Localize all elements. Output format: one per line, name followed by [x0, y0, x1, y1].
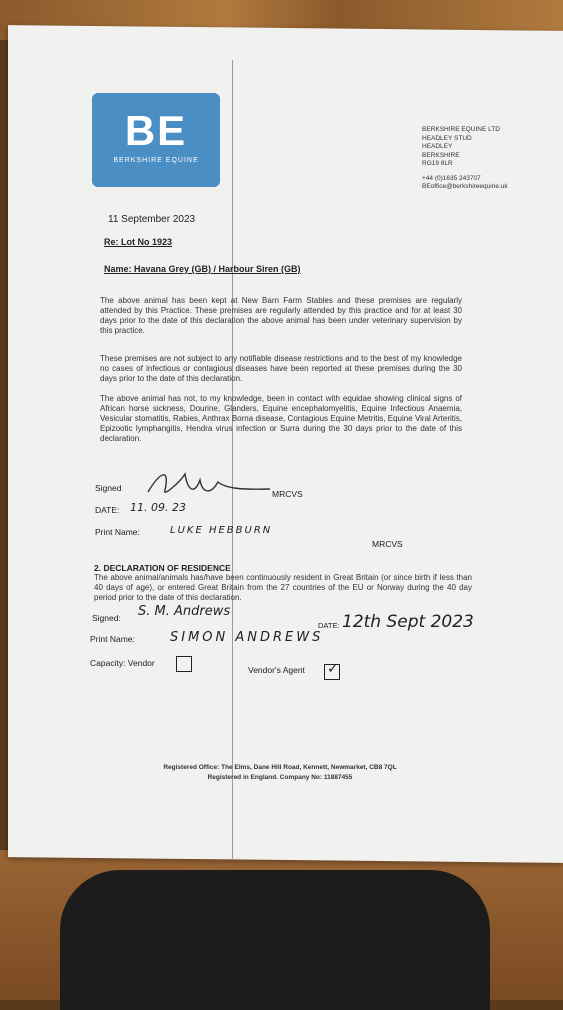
- vet-signature: [140, 462, 280, 502]
- vet-print-value: LUKE HEBBURN: [170, 525, 273, 536]
- paper-fold-line: [232, 60, 233, 860]
- address-email: BEoffice@berkshireequine.uk: [422, 183, 508, 190]
- address-line: BERKSHIRE: [422, 151, 460, 159]
- address-line: RG19 8LR: [422, 160, 453, 167]
- logo-name: BERKSHIRE EQUINE: [113, 157, 199, 164]
- address-line: HEADLEY: [422, 143, 453, 150]
- vet-print-label: Print Name:: [95, 527, 140, 537]
- registered-office: Registered Office: The Elms, Dane Hill Road, Kennett, Newmarket, CB8 7QL: [163, 764, 397, 771]
- vet-mrcvs-label-2: MRCVS: [372, 539, 403, 549]
- vet-signed-label: Signed: [95, 483, 122, 493]
- horse-name: Name: Havana Grey (GB) / Harbour Siren (GB): [104, 264, 301, 274]
- owner-date-label: DATE:: [318, 621, 340, 630]
- residence-text: The above animal/animals has/have been continuously resident in Great Britain (or since birth if less than 40 days of age), or entered Great Britain from the 27 countries of the EU or Norway during the 40 day period prior to the date of this declaration.: [94, 573, 472, 602]
- paragraph-premises: The above animal has been kept at New Barn Farm Stables and these premises are regularly attended by this Practice. These premises are regularly attended by this practice and for at least 30 days prior to the date of this declaration the above animal has been under veterinary supervision by this practice.: [100, 296, 462, 335]
- company-registration: Registered in England. Company No: 11887455: [207, 774, 353, 781]
- owner-print-value: SIMON ANDREWS: [170, 630, 324, 645]
- owner-signature: S. M. Andrews: [138, 604, 231, 619]
- owner-signed-label: Signed:: [92, 613, 121, 623]
- shoe: [60, 870, 490, 1010]
- capacity-vendor-label: Capacity: Vendor: [90, 658, 155, 668]
- paragraph-contact: The above animal has not, to my knowledge, been in contact with equidae showing clinical signs of African horse sickness, Dourine, Glanders, Equine encephalomyelitis, Equine Infectious Anaemia, Vesicular stomatitis, Rabies, Anthrax Borna disease, Contagious Equine Metritis, Equine Viral Arteritis, Epizootic lymphangitis, Hendra virus infection or Surra during the 30 days prior to the date of this declaration.: [100, 394, 462, 443]
- vendors-agent-label: Vendor's Agent: [248, 665, 305, 675]
- vet-date-value: 11. 09. 23: [130, 501, 186, 514]
- owner-date-value: 12th Sept 2023: [342, 612, 474, 632]
- address-phone: +44 (0)1635 243707: [422, 174, 481, 182]
- company-logo: [92, 93, 220, 187]
- vendors-agent-checkbox[interactable]: [324, 661, 340, 680]
- address-line: BERKSHIRE EQUINE LTD: [422, 126, 500, 133]
- address-line: HEADLEY STUD: [422, 134, 472, 142]
- logo-initials: BE: [124, 107, 188, 154]
- owner-print-label: Print Name:: [90, 634, 135, 644]
- vet-mrcvs-label: MRCVS: [272, 489, 303, 499]
- letter-date: 11 September 2023: [108, 214, 196, 225]
- vet-date-label: DATE:: [95, 505, 120, 515]
- lot-number: Re: Lot No 1923: [104, 237, 173, 247]
- paragraph-restrictions: These premises are not subject to any notifiable disease restrictions and to the best of my knowledge no cases of infectious or contagious diseases have been reported at these premises during the 30 days prior to the date of this declaration.: [100, 354, 462, 383]
- vendor-checkbox[interactable]: [176, 656, 192, 672]
- check-mark-icon: ✓: [327, 661, 339, 677]
- residence-heading: 2. DECLARATION OF RESIDENCE: [94, 563, 231, 573]
- company-address: [422, 126, 508, 192]
